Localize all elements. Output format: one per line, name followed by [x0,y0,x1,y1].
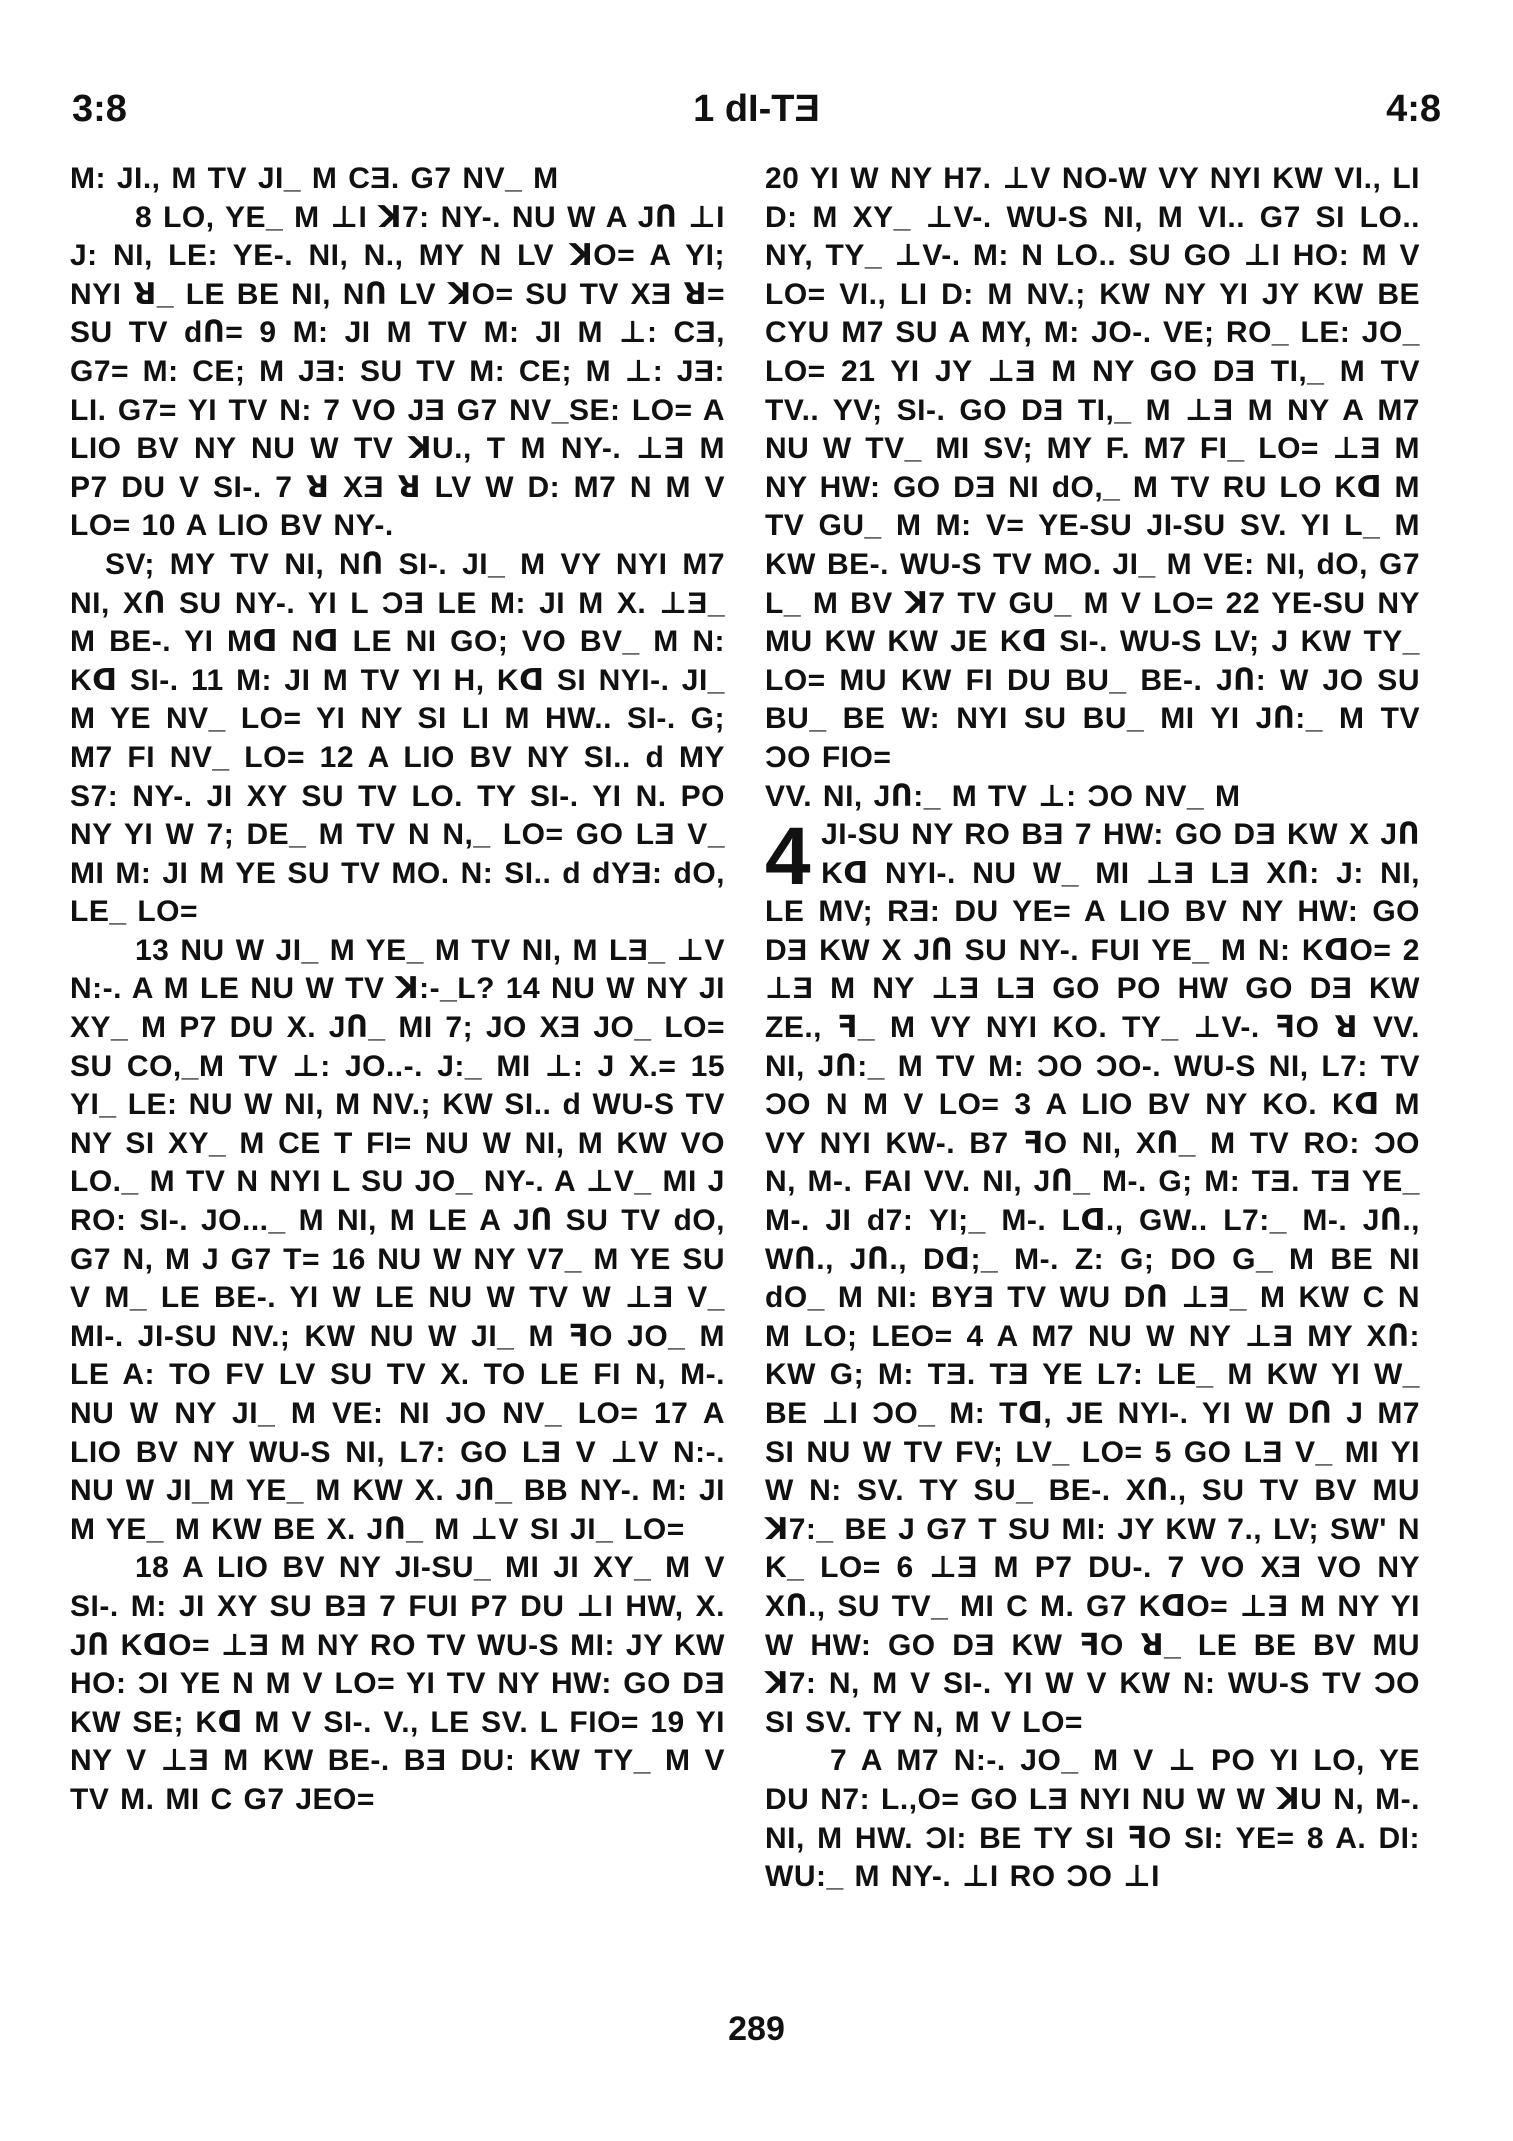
chapter-text: JI-SU NY RO BƎ 7 HW: GO DƎ KW X JՈ Kᗡ NYI-. NU W_ MI ⊥Ǝ LƎ XՈ: J: NI, LE MV; RƎ: DU YE= A LIO BV NY HW: GO DƎ KW X JՈ SU NY-. FUI YE_ M N: KᗡO= 2 ⊥Ǝ M NY ⊥Ǝ LƎ GO PO HW GO DƎ KW ZE., ꟻ_ M VY NYI KO. TY_ ⊥V-. ꟻO ꓤ VV. NI, JՈ:_ M TV M: ƆO ƆO-. WU-S NI, L7: TV ƆO N M V LO= 3 A LIO BV NY KO. Kᗡ M VY NYI KW-. B7 ꟻO NI, XՈ_ M TV RO: ƆO N, M-. FAI VV. NI, JՈ_ M-. G; M: TƎ. TƎ YE_ M-. JI ԁ7: YI;_ M-. Lᗡ., GW.. L7:_ M-. JՈ., WՈ., JՈ., Dᗡ;_ M-. Z: G; DO G_ M BE NI dO_ M NI: BYƎ TV WU DՈ ⊥Ǝ_ M KW C N M LO; LEO= 4 A M7 NU W NY ⊥Ǝ MY XՈ: KW G; M: TƎ. TƎ YE L7: LE_ M KW YI W_ BE ⊥I ƆO_ M: Tᗡ, JE NYI-. YI W DՈ J M7 SI NU W TV FV; LV_ LO= 5 GO LƎ V_ MI YI W N: SV. TY SU_ BE-. XՈ., SU TV BV MU ꓘ7:_ BE J G7 T SU MI: JY KW 7., LV; SW' N K_ LO= 6 ⊥Ǝ M P7 DU-. 7 VO XƎ VO NY XՈ., SU TV_ MI C M. G7 KᗡO= ⊥Ǝ M NY YI W HW: GO DƎ KW ꟻO ꓤ_ LE BE BV MU ꓘ7: N, M V SI-. YI W V KW N: WU-S TV ƆO SI SV. TY N, M V LO= [765,818,1420,1739]
right-column [765,160,1420,1897]
paragraph: 7 A M7 N:-. JO_ M V ⊥ PO YI LO, YE DU N7: L.,O= GO LƎ NYI NU W W ꓘU N, M-. NI, M HW. ƆI: BE TY SI ꟻO SI: YE= 8 A. DI: WU:_ M NY-. ⊥I RO ƆO ⊥I [765,1744,1420,1894]
paragraph: 18 A LIO BV NY JI-SU_ MI JI XY_ M V SI-. M: JI XY SU BƎ 7 FUI P7 DU ⊥I HW, X. JՈ KᗡO= ⊥Ǝ M NY RO TV WU-S MI: JY KW HO: ƆI YE N M V LO= YI TV NY HW: GO DƎ KW SE; Kᗡ M V SI-. V., LE SV. L FIO= 19 YI NY V ⊥Ǝ M KW BE-. BƎ DU: KW TY_ M V TV M. MI C G7 JEO= [70,1551,725,1816]
header-verse-left: 3:8 [72,88,127,130]
header-verse-right: 4:8 [1386,88,1441,130]
header-book-title: 1 dI-TƎ [693,88,820,130]
section-heading: M: JI., M TV JI_ M CƎ. G7 NV_ M [70,162,559,195]
paragraph: 20 YI W NY H7. ⊥V NO-W VY NYI KW VI., LI D: M XY_ ⊥V-. WU-S NI, M VI.. G7 SI LO.. NY, TY_ ⊥V-. M: N LO.. SU GO ⊥I HO: M V LO= VI., LI D: M NV.; KW NY YI JY KW BE CYU M7 SU A MY, M: JO-. VE; RO_ LE: JO_ LO= 21 YI JY ⊥Ǝ M NY GO DƎ TI,_ M TV TV.. YV; SI-. GO DƎ TI,_ M ⊥Ǝ M NY A M7 NU W TV_ MI SV; MY F. M7 FI_ LO= ⊥Ǝ M NY HW: GO DƎ NI dO,_ M TV RU LO Kᗡ M TV GU_ M M: V= YE-SU JI-SU SV. YI L_ M KW BE-. WU-S TV MO. JI_ M VE: NI, dO, G7 L_ M BV ꓘ7 TV GU_ M V LO= 22 YE-SU NY MU KW KW JE Kᗡ SI-. WU-S LV; J KW TY_ LO= MU KW FI DU BU_ BE-. JՈ: W JO SU BU_ BE W: NYI SU BU_ MI YI JՈ:_ M TV ƆO FIO= [765,162,1420,774]
paragraph: 8 LO, YE_ M ⊥I ꓘ7: NY-. NU W A JՈ ⊥I J: NI, LE: YE-. NI, N., MY N LV ꓘO= A YI; NYI ꓤ_ LE BE NI, NՈ LV ꓘO= SU TV XƎ ꓤ= SU TV dՈ= 9 M: JI M TV M: JI M ⊥: CƎ, G7= M: CE; M JƎ: SU TV M: CE; M ⊥: JƎ: LI. G7= YI TV N: 7 VO JƎ G7 NV_SE: LO= A LIO BV NY NU W TV ꓘU., T M NY-. ⊥Ǝ M P7 DU V SI-. 7 ꓤ XƎ ꓤ LV W D: M7 N M V LO= 10 A LIO BV NY-. [70,200,725,543]
page-number: 289 [728,2010,785,2048]
chapter-paragraph [765,811,1420,1742]
section-heading: VV. NI, JՈ:_ M TV ⊥: ƆO NV_ M [765,779,1241,813]
paragraph: 13 NU W JI_ M YE_ M TV NI, M LƎ_ ⊥V N:-. A M LE NU W TV ꓘ:-_L? 14 NU W NY JI XY_ M P7 DU X. JՈ_ MI 7; JO XƎ JO_ LO= SU CO,_M TV ⊥: JO..-. J:_ MI ⊥: J X.= 15 YI_ LE: NU W NI, M NV.; KW SI.. ԁ WU-S TV NY SI XY_ M CE T FI= NU W NI, M KW VO LO._ M TV N NYI L SU JO_ NY-. A ⊥V_ MI J RO: SI-. JO..._ M NI, M LE A JՈ SU TV dO, G7 N, M J G7 T= 16 NU W NY V7_ M YE SU V M_ LE BE-. YI W LE NU W TV W ⊥Ǝ V_ MI-. JI-SU NV.; KW NU W JI_ M ꟻO JO_ M LE A: TO FV LV SU TV X. TO LE FI N, M-. NU W NY JI_ M VE: NI JO NV_ LO= 17 A LIO BV NY WU-S NI, L7: GO LƎ V ⊥V N:-. NU W JI_M YE_ M KW X. JՈ_ BB NY-. M: JI M YE_ M KW BE X. JՈ_ M ⊥V SI JI_ LO= [70,933,725,1546]
chapter-number: 4 [765,811,812,903]
paragraph: SV; MY TV NI, NՈ SI-. JI_ M VY NYI M7 NI, XՈ SU NY-. YI L ƆƎ LE M: JI M X. ⊥Ǝ_ M BE-. YI Mᗡ Nᗡ LE NI GO; VO BV_ M N: Kᗡ SI-. 11 M: JI M TV YI H, Kᗡ SI NYI-. JI_ M YE NV_ LO= YI NY SI LI M HW.. SI-. G; M7 FI NV_ LO= 12 A LIO BV NY SI.. ԁ MY S7: NY-. JI XY SU TV LO. TY SI-. YI N. PO NY YI W 7; DE_ M TV N N,_ LO= GO LƎ V_ MI M: JI M YE SU TV MO. N: SI.. ԁ dYƎ: dO, LE_ LO= [70,547,725,929]
left-column [70,160,725,1820]
